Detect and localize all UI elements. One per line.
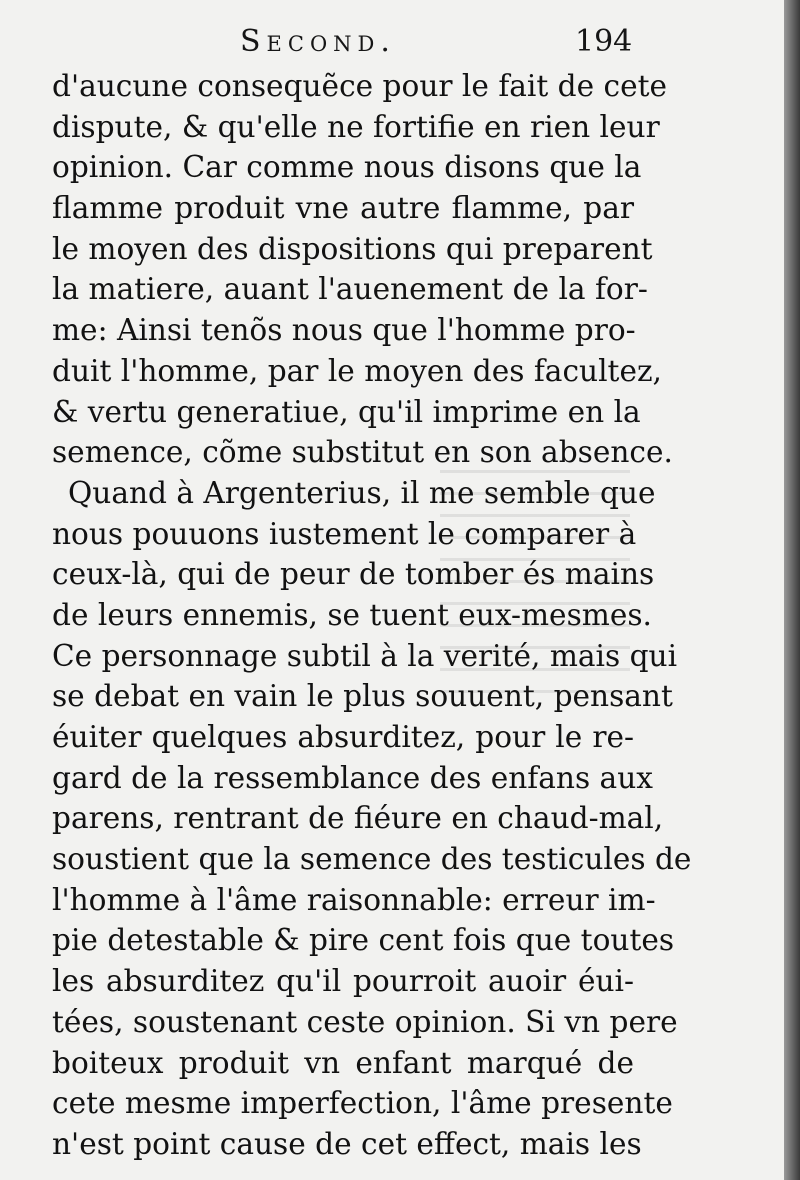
text-line: gard de la ressemblance des enfans aux <box>52 760 653 795</box>
text-line: flamme produit vne autre flamme, par <box>52 191 634 226</box>
text-line: nous pouuons iustement le comparer à <box>52 516 637 551</box>
text-line: se debat en vain le plus souuent, pensant <box>52 679 673 714</box>
text-line: tées, soustenant ceste opinion. Si vn pere <box>52 1004 678 1039</box>
text-line: n'est point cause de cet effect, mais les <box>52 1126 642 1161</box>
text-line: me: Ainsi tenõs nous que l'homme pro- <box>52 313 636 348</box>
text-line: cete mesme imperfection, l'âme presente <box>52 1086 673 1121</box>
text-line: d'aucune consequẽce pour le fait de cete <box>52 69 668 103</box>
text-line: dispute, & qu'elle ne fortifie en rien leur <box>52 109 660 144</box>
page-header <box>0 22 784 72</box>
text-line: le moyen des dispositions qui preparent <box>52 231 653 266</box>
text-line: les absurditez qu'il pourroit auoir éui- <box>52 964 634 999</box>
text-line: de leurs ennemis, se tuent eux-mesmes. <box>52 597 652 632</box>
text-line: & vertu generatiue, qu'il imprime en la <box>52 394 641 429</box>
text-line: pie detestable & pire cent fois que toutes <box>52 923 675 958</box>
text-line: boiteux produit vn enfant marqué de <box>52 1045 634 1080</box>
text-line: parens, rentrant de fiéure en chaud-mal, <box>52 801 664 836</box>
body-text <box>52 66 692 1165</box>
text-line: ceux-là, qui de peur de tomber és mains <box>52 557 655 592</box>
text-line: éuiter quelques absurditez, pour le re- <box>52 720 634 754</box>
page-edge-shadow <box>784 0 800 1180</box>
text-line: la matiere, auant l'auenement de la for- <box>52 272 648 307</box>
running-title: Second. <box>240 24 396 59</box>
text-line: semence, cõme substitut en son absence. <box>52 435 673 470</box>
page-number: 194 <box>575 24 633 59</box>
text-line: Ce personnage subtil à la verité, mais qui <box>52 638 678 673</box>
text-line: opinion. Car comme nous disons que la <box>52 150 642 185</box>
text-line: l'homme à l'âme raisonnable: erreur im- <box>52 882 656 917</box>
text-line: soustient que la semence des testicules de <box>52 842 692 877</box>
text-line: duit l'homme, par le moyen des facultez, <box>52 353 662 388</box>
text-line: Quand à Argenterius, il me semble que <box>68 475 656 510</box>
